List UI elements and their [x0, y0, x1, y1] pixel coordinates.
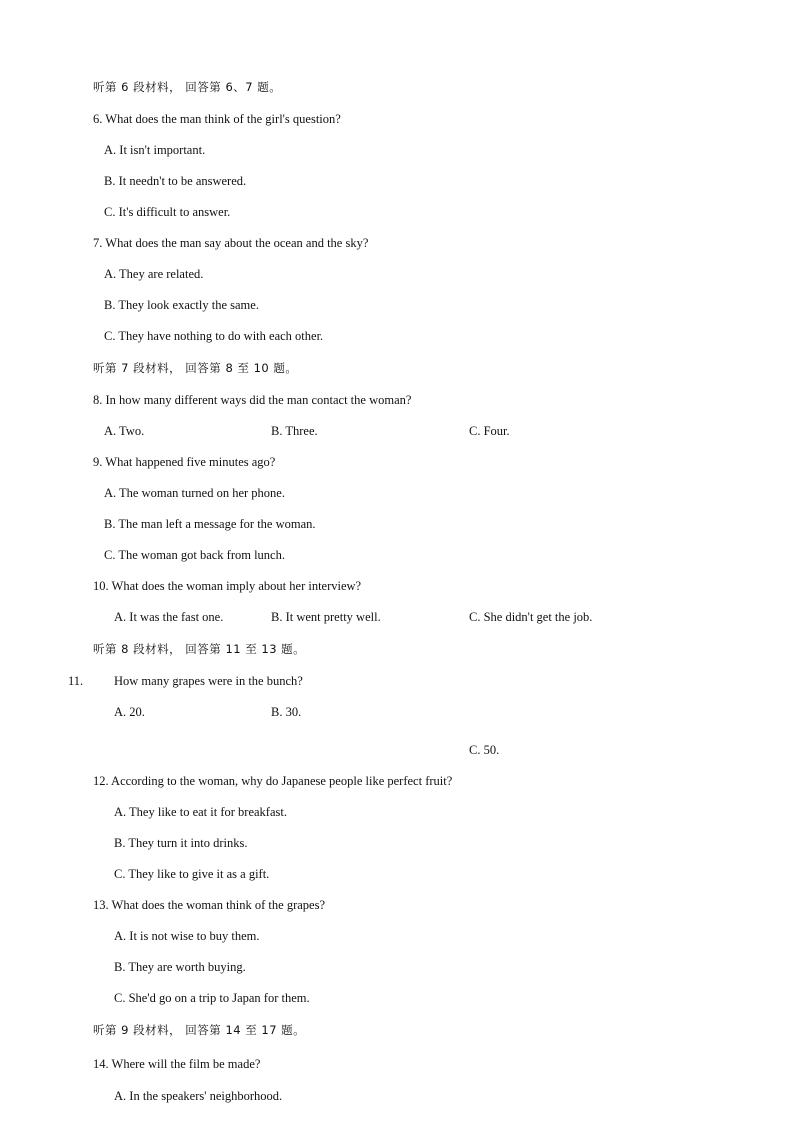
- question-7-option-b: B. They look exactly the same.: [104, 298, 259, 312]
- question-11-option-c: C. 50.: [469, 743, 500, 757]
- section-heading-6: 听第 6 段材料， 回答第 6、7 题。: [93, 80, 282, 94]
- question-7-option-c: C. They have nothing to do with each other.: [104, 329, 324, 343]
- question-8-option-a: A. Two.: [104, 424, 145, 438]
- question-14-stem: 14. Where will the film be made?: [93, 1057, 261, 1071]
- question-8-option-b: B. Three.: [271, 424, 318, 438]
- question-12-option-a: A. They like to eat it for breakfast.: [114, 805, 287, 819]
- question-8-option-c: C. Four.: [469, 424, 510, 438]
- question-6-option-a: A. It isn't important.: [104, 143, 206, 157]
- section-heading-9: 听第 9 段材料， 回答第 14 至 17 题。: [93, 1023, 306, 1037]
- question-11-option-a: A. 20.: [114, 705, 145, 719]
- question-9-option-c: C. The woman got back from lunch.: [104, 548, 285, 562]
- question-7-stem: 7. What does the man say about the ocean and the sky?: [93, 236, 369, 250]
- section-heading-8: 听第 8 段材料， 回答第 11 至 13 题。: [93, 642, 306, 656]
- question-10-stem: 10. What does the woman imply about her interview?: [93, 579, 362, 593]
- section-heading-7: 听第 7 段材料， 回答第 8 至 10 题。: [93, 361, 298, 375]
- question-9-stem: 9. What happened five minutes ago?: [93, 455, 276, 469]
- question-10-option-b: B. It went pretty well.: [271, 610, 381, 624]
- question-13-option-b: B. They are worth buying.: [114, 960, 246, 974]
- question-12-stem: 12. According to the woman, why do Japanese people like perfect fruit?: [93, 774, 453, 788]
- question-6-option-c: C. It's difficult to answer.: [104, 205, 231, 219]
- question-9-option-b: B. The man left a message for the woman.: [104, 517, 316, 531]
- question-12-option-c: C. They like to give it as a gift.: [114, 867, 270, 881]
- question-10-option-a: A. It was the fast one.: [114, 610, 224, 624]
- question-9-option-a: A. The woman turned on her phone.: [104, 486, 285, 500]
- question-6-stem: 6. What does the man think of the girl's question?: [93, 112, 341, 126]
- question-13-stem: 13. What does the woman think of the grapes?: [93, 898, 326, 912]
- question-6-option-b: B. It needn't to be answered.: [104, 174, 247, 188]
- question-8-stem: 8. In how many different ways did the man contact the woman?: [93, 393, 412, 407]
- question-13-option-a: A. It is not wise to buy them.: [114, 929, 260, 943]
- question-10-option-c: C. She didn't get the job.: [469, 610, 593, 624]
- question-7-option-a: A. They are related.: [104, 267, 204, 281]
- question-14-option-a: A. In the speakers' neighborhood.: [114, 1089, 283, 1103]
- question-11-stem: How many grapes were in the bunch?: [114, 674, 303, 688]
- question-13-option-c: C. She'd go on a trip to Japan for them.: [114, 991, 310, 1005]
- question-11-number: 11.: [68, 674, 84, 688]
- question-12-option-b: B. They turn it into drinks.: [114, 836, 248, 850]
- question-11-option-b: B. 30.: [271, 705, 302, 719]
